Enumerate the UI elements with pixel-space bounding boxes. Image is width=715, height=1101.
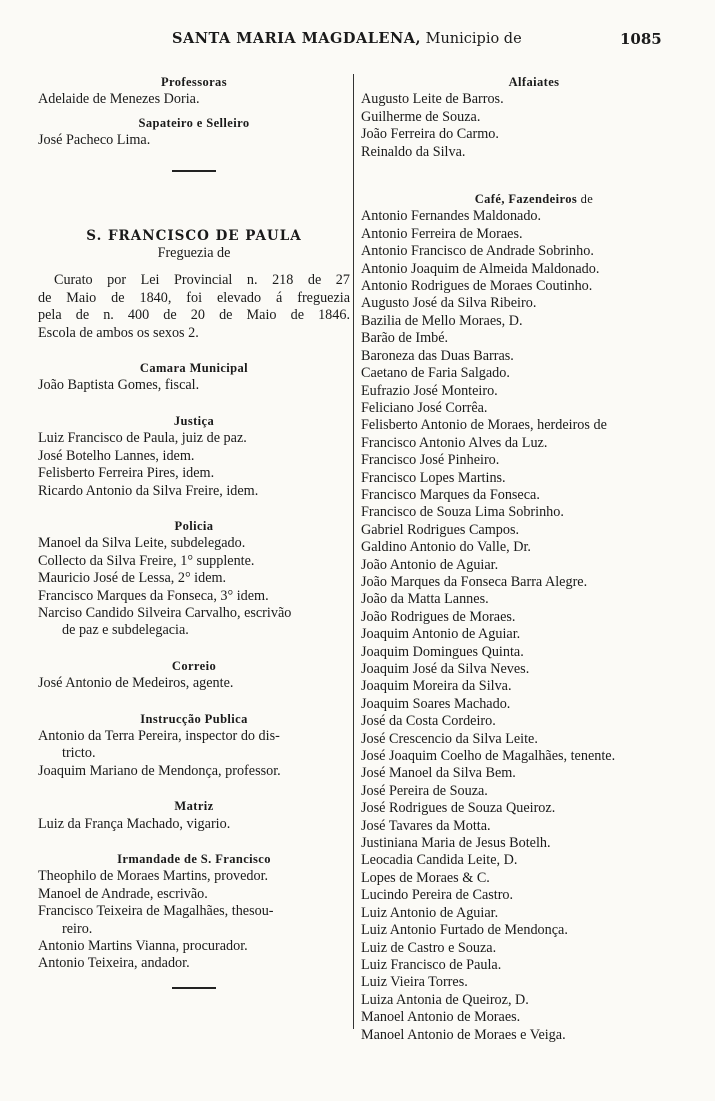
section-correio	[38, 675, 350, 692]
section-heading-policia: Policia	[174, 518, 214, 533]
section-heading-camara: Camara Municipal	[139, 361, 249, 376]
section-sapateiro	[38, 132, 350, 149]
entry-line: Narciso Candido Silveira Carvalho, escrivão	[38, 604, 292, 621]
entry-line: Eufrazio José Monteiro.	[361, 382, 498, 399]
entry-line: Francisco Lopes Martins.	[361, 469, 506, 486]
entry-line: Francisco José Pinheiro.	[361, 452, 500, 469]
separator-rule	[172, 987, 216, 989]
entry-line: de paz e subdelegacia.	[62, 622, 189, 639]
entry-line: Barão de Imbé.	[361, 330, 449, 347]
section-irmandade	[38, 868, 350, 972]
section-heading-correio: Correio	[171, 658, 217, 673]
section-camara	[38, 377, 350, 394]
entry-line: Francisco de Souza Lima Sobrinho.	[361, 504, 564, 521]
section-heading-justica: Justiça	[173, 413, 215, 428]
entry-line: Guilherme de Souza.	[361, 108, 481, 125]
section-heading-alfaiates: Alfaiates	[508, 75, 560, 89]
section-heading-sapateiro: Sapateiro e Selleiro	[138, 115, 250, 130]
entry-line: João Ferreira do Carmo.	[361, 126, 499, 143]
entry-line: Manoel de Andrade, escrivão.	[38, 885, 208, 902]
entry-line: José Crescencio da Silva Leite.	[361, 730, 538, 747]
entry-line: Francisco Marques da Fonseca.	[361, 486, 540, 503]
parish-paragraph	[38, 272, 350, 342]
paragraph-line: Curato por Lei Provincial n. 218 de 27	[54, 272, 350, 289]
section-matriz	[38, 816, 350, 833]
section-alfaiates	[359, 91, 709, 161]
entry-line: José da Costa Cordeiro.	[361, 713, 496, 730]
right-column	[359, 74, 709, 1044]
running-title	[172, 30, 522, 47]
entry-line: Antonio Francisco de Andrade Sobrinho.	[361, 243, 594, 260]
page-header	[0, 30, 715, 52]
entry-line: Luiz Antonio Furtado de Mendonça.	[361, 922, 568, 939]
entry-line: José Manoel da Silva Bem.	[361, 765, 516, 782]
entry-line: tricto.	[62, 745, 96, 762]
entry-line: Felisberto Ferreira Pires, idem.	[38, 465, 215, 482]
section-cafe	[359, 208, 709, 1044]
section-professoras	[38, 91, 350, 108]
entry-line: João da Matta Lannes.	[361, 591, 489, 608]
section-heading-matriz: Matriz	[174, 799, 214, 814]
paragraph-line: pela de n. 400 de 20 de Maio de 1846.	[38, 307, 350, 324]
paragraph-line: Escola de ambos os sexos 2.	[38, 324, 199, 341]
running-title-rest: Municipio de	[421, 31, 522, 47]
parish-subtitle: Freguezia de	[157, 245, 231, 262]
section-justica	[38, 430, 350, 500]
section-heading-cafe-bold: Café, Fazendeiros	[474, 192, 578, 207]
entry-line: Luiz de Castro e Souza.	[361, 939, 497, 956]
entry-line: José Botelho Lannes, idem.	[38, 447, 195, 464]
running-title-bold: SANTA MARIA MAGDALENA,	[172, 30, 422, 47]
section-policia	[38, 535, 350, 639]
entry-line: Antonio Rodrigues de Moraes Coutinho.	[361, 278, 593, 295]
section-heading-cafe-rest: de	[577, 192, 594, 207]
entry-line: Luiz da França Machado, vigario.	[38, 815, 231, 832]
entry-line: Antonio Joaquim de Almeida Maldonado.	[361, 260, 600, 277]
section-instrucao	[38, 728, 350, 780]
entry-line: José Pereira de Souza.	[361, 782, 488, 799]
entry-line: Manoel Antonio de Moraes e Veiga.	[361, 1026, 566, 1043]
entry-line: João Baptista Gomes, fiscal.	[38, 377, 200, 394]
entry-line: Feliciano José Corrêa.	[361, 399, 488, 416]
entry-line: Gabriel Rodrigues Campos.	[361, 521, 520, 538]
left-column	[38, 74, 350, 989]
page-number: 1085	[620, 30, 662, 48]
entry-line: Antonio Fernandes Maldonado.	[361, 208, 542, 225]
entry-line: Luiz Vieira Torres.	[361, 974, 468, 991]
entry-line: João Rodrigues de Moraes.	[361, 608, 516, 625]
entry-line: Baroneza das Duas Barras.	[361, 347, 514, 364]
entry-line: Caetano de Faria Salgado.	[361, 365, 510, 382]
entry-line: Luiz Francisco de Paula.	[361, 956, 502, 973]
entry-line: Joaquim Moreira da Silva.	[361, 678, 512, 695]
column-divider	[353, 74, 354, 1029]
section-heading-irmandade: Irmandade de S. Francisco	[117, 852, 271, 866]
entry-line: Antonio Ferreira de Moraes.	[361, 225, 523, 242]
entry-line: Augusto Leite de Barros.	[361, 91, 504, 108]
entry-line: Justiniana Maria de Jesus Botelh.	[361, 835, 551, 852]
entry-line: Luiz Antonio de Aguiar.	[361, 904, 499, 921]
entry-line: José Joaquim Coelho de Magalhães, tenente.	[361, 748, 616, 765]
entry-line: Reinaldo da Silva.	[361, 143, 466, 160]
section-heading-cafe	[359, 191, 709, 208]
entry-line: Joaquim Mariano de Mendonça, professor.	[38, 762, 281, 779]
entry-line: Francisco Teixeira de Magalhães, thesou-	[38, 903, 274, 920]
entry-line: Theophilo de Moraes Martins, provedor.	[38, 868, 269, 885]
entry-line: Joaquim Antonio de Aguiar.	[361, 626, 521, 643]
entry-line: Augusto José da Silva Ribeiro.	[361, 295, 537, 312]
entry-line: José Rodrigues de Souza Queiroz.	[361, 800, 556, 817]
entry-line: Manoel Antonio de Moraes.	[361, 1009, 521, 1026]
entry-line: Galdino Antonio do Valle, Dr.	[361, 539, 531, 556]
entry-line: Antonio Teixeira, andador.	[38, 955, 190, 972]
entry-line: Antonio da Terra Pereira, inspector do dis-	[38, 727, 280, 744]
entry-line: Felisberto Antonio de Moraes, herdeiros de	[361, 417, 607, 434]
entry-line: Francisco Marques da Fonseca, 3° idem.	[38, 587, 269, 604]
entry-line: Joaquim Domingues Quinta.	[361, 643, 524, 660]
entry-line: João Antonio de Aguiar.	[361, 556, 499, 573]
entry-line: Joaquim José da Silva Neves.	[361, 661, 530, 677]
entry-line: Leocadia Candida Leite, D.	[361, 852, 518, 869]
entry-line: Francisco Antonio Alves da Luz.	[361, 434, 548, 451]
entry-line: Mauricio José de Lessa, 2° idem.	[38, 570, 227, 587]
entry-line: José Pacheco Lima.	[38, 132, 151, 149]
section-heading-professoras: Professoras	[161, 75, 227, 89]
entry-line: Luiz Francisco de Paula, juiz de paz.	[38, 430, 247, 447]
entry-line: Manoel da Silva Leite, subdelegado.	[38, 535, 246, 552]
entry-line: João Marques da Fonseca Barra Alegre.	[361, 573, 588, 590]
entry-line: Antonio Martins Vianna, procurador.	[38, 938, 248, 955]
entry-line: Ricardo Antonio da Silva Freire, idem.	[38, 482, 259, 499]
entry-line: Lucindo Pereira de Castro.	[361, 887, 514, 904]
entry-line: José Tavares da Motta.	[361, 817, 491, 834]
entry-line: Lopes de Moraes & C.	[361, 869, 490, 886]
section-heading-instrucao: Instrucção Publica	[140, 711, 248, 726]
entry-line: Joaquim Soares Machado.	[361, 695, 511, 712]
parish-title: S. FRANCISCO DE PAULA	[86, 227, 302, 244]
entry-line: Bazilia de Mello Moraes, D.	[361, 312, 523, 329]
entry-line: reiro.	[62, 920, 93, 937]
entry-line: Collecto da Silva Freire, 1° supplente.	[38, 552, 255, 569]
entry-line: Adelaide de Menezes Doria.	[38, 91, 200, 108]
entry-line: Luiza Antonia de Queiroz, D.	[361, 991, 529, 1008]
paragraph-line: de Maio de 1840, foi elevado á freguezia	[38, 289, 350, 306]
entry-line: José Antonio de Medeiros, agente.	[38, 675, 234, 692]
